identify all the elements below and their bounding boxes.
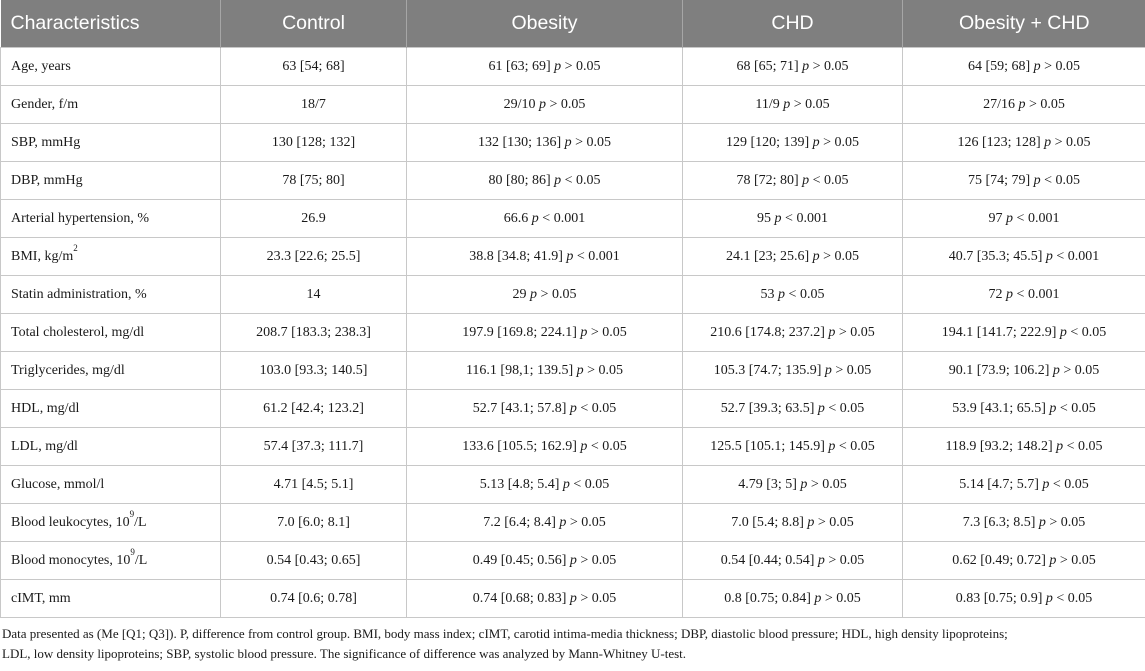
table-cell: 29 p > 0.05 xyxy=(407,276,683,314)
table-cell: 4.79 [3; 5] p > 0.05 xyxy=(683,466,903,504)
row-label: Age, years xyxy=(1,48,221,86)
table-cell: 7.3 [6.3; 8.5] p > 0.05 xyxy=(903,504,1145,542)
table-cell: 14 xyxy=(221,276,407,314)
table-cell: 52.7 [43.1; 57.8] p < 0.05 xyxy=(407,390,683,428)
row-label: cIMT, mm xyxy=(1,580,221,618)
table-cell: 53 p < 0.05 xyxy=(683,276,903,314)
table-cell: 0.49 [0.45; 0.56] p > 0.05 xyxy=(407,542,683,580)
row-label: Arterial hypertension, % xyxy=(1,200,221,238)
header-obesity-chd: Obesity + CHD xyxy=(903,0,1145,48)
table-cell: 27/16 p > 0.05 xyxy=(903,86,1145,124)
table-cell: 132 [130; 136] p > 0.05 xyxy=(407,124,683,162)
table-cell: 0.8 [0.75; 0.84] p > 0.05 xyxy=(683,580,903,618)
table-cell: 75 [74; 79] p < 0.05 xyxy=(903,162,1145,200)
table-cell: 57.4 [37.3; 111.7] xyxy=(221,428,407,466)
table-cell: 0.74 [0.6; 0.78] xyxy=(221,580,407,618)
table-cell: 5.14 [4.7; 5.7] p < 0.05 xyxy=(903,466,1145,504)
header-obesity: Obesity xyxy=(407,0,683,48)
row-label: Triglycerides, mg/dl xyxy=(1,352,221,390)
header-control: Control xyxy=(221,0,407,48)
footnote-line-2: LDL, low density lipoproteins; SBP, systolic blood pressure. The significance of difference was analyzed by Mann-Whitney U-test. xyxy=(2,646,687,661)
row-label: Glucose, mmol/l xyxy=(1,466,221,504)
table-row xyxy=(1,86,1145,124)
table-row xyxy=(1,238,1145,276)
table-cell: 125.5 [105.1; 145.9] p < 0.05 xyxy=(683,428,903,466)
table-cell: 208.7 [183.3; 238.3] xyxy=(221,314,407,352)
table-cell: 133.6 [105.5; 162.9] p < 0.05 xyxy=(407,428,683,466)
row-label: Gender, f/m xyxy=(1,86,221,124)
table-cell: 61 [63; 69] p > 0.05 xyxy=(407,48,683,86)
table-row xyxy=(1,314,1145,352)
table-cell: 197.9 [169.8; 224.1] p > 0.05 xyxy=(407,314,683,352)
table-cell: 7.0 [5.4; 8.8] p > 0.05 xyxy=(683,504,903,542)
table-cell: 0.74 [0.68; 0.83] p > 0.05 xyxy=(407,580,683,618)
table-cell: 118.9 [93.2; 148.2] p < 0.05 xyxy=(903,428,1145,466)
table-cell: 0.62 [0.49; 0.72] p > 0.05 xyxy=(903,542,1145,580)
table-cell: 78 [75; 80] xyxy=(221,162,407,200)
table-cell: 29/10 p > 0.05 xyxy=(407,86,683,124)
header-characteristics: Characteristics xyxy=(1,0,221,48)
table-row xyxy=(1,124,1145,162)
table-cell: 210.6 [174.8; 237.2] p > 0.05 xyxy=(683,314,903,352)
table-cell: 103.0 [93.3; 140.5] xyxy=(221,352,407,390)
table-cell: 0.54 [0.43; 0.65] xyxy=(221,542,407,580)
table-cell: 194.1 [141.7; 222.9] p < 0.05 xyxy=(903,314,1145,352)
table-cell: 52.7 [39.3; 63.5] p < 0.05 xyxy=(683,390,903,428)
header-chd: CHD xyxy=(683,0,903,48)
table-row xyxy=(1,162,1145,200)
row-label: HDL, mg/dl xyxy=(1,390,221,428)
row-label: Blood monocytes, $10^9/L$ xyxy=(1,542,221,580)
table-cell: 129 [120; 139] p > 0.05 xyxy=(683,124,903,162)
table-row xyxy=(1,580,1145,618)
row-label: SBP, mmHg xyxy=(1,124,221,162)
table-cell: 0.83 [0.75; 0.9] p < 0.05 xyxy=(903,580,1145,618)
table-cell: 26.9 xyxy=(221,200,407,238)
table-cell: 116.1 [98,1; 139.5] p > 0.05 xyxy=(407,352,683,390)
table-row xyxy=(1,390,1145,428)
table-cell: 95 p < 0.001 xyxy=(683,200,903,238)
table-cell: 68 [65; 71] p > 0.05 xyxy=(683,48,903,86)
table-cell: 38.8 [34.8; 41.9] p < 0.001 xyxy=(407,238,683,276)
table-row xyxy=(1,48,1145,86)
table-cell: 63 [54; 68] xyxy=(221,48,407,86)
table-cell: 105.3 [74.7; 135.9] p > 0.05 xyxy=(683,352,903,390)
table-cell: 130 [128; 132] xyxy=(221,124,407,162)
row-label: BMI, $kg/m^2$ xyxy=(1,238,221,276)
table-cell: 40.7 [35.3; 45.5] p < 0.001 xyxy=(903,238,1145,276)
table-cell: 7.0 [6.0; 8.1] xyxy=(221,504,407,542)
table-cell: 72 p < 0.001 xyxy=(903,276,1145,314)
row-label: DBP, mmHg xyxy=(1,162,221,200)
table-cell: 90.1 [73.9; 106.2] p > 0.05 xyxy=(903,352,1145,390)
table-cell: 11/9 p > 0.05 xyxy=(683,86,903,124)
table-header-row xyxy=(1,0,1145,48)
table-cell: 126 [123; 128] p > 0.05 xyxy=(903,124,1145,162)
table-row xyxy=(1,276,1145,314)
row-label: Statin administration, % xyxy=(1,276,221,314)
row-label: LDL, mg/dl xyxy=(1,428,221,466)
row-label: Total cholesterol, mg/dl xyxy=(1,314,221,352)
table-cell: 80 [80; 86] p < 0.05 xyxy=(407,162,683,200)
table-row xyxy=(1,466,1145,504)
table-cell: 5.13 [4.8; 5.4] p < 0.05 xyxy=(407,466,683,504)
footnote-line-1: Data presented as (Me [Q1; Q3]). P, difference from control group. BMI, body mass index; cIMT, carotid intima-media thickness; DBP, diastolic blood pressure; HDL, high density lipoproteins; xyxy=(2,626,1008,641)
table-cell: 0.54 [0.44; 0.54] p > 0.05 xyxy=(683,542,903,580)
table-cell: 64 [59; 68] p > 0.05 xyxy=(903,48,1145,86)
table-cell: 4.71 [4.5; 5.1] xyxy=(221,466,407,504)
table-cell: 53.9 [43.1; 65.5] p < 0.05 xyxy=(903,390,1145,428)
table-cell: 61.2 [42.4; 123.2] xyxy=(221,390,407,428)
table-cell: 97 p < 0.001 xyxy=(903,200,1145,238)
table-row xyxy=(1,542,1145,580)
table-cell: 78 [72; 80] p < 0.05 xyxy=(683,162,903,200)
table-cell: 7.2 [6.4; 8.4] p > 0.05 xyxy=(407,504,683,542)
table-row xyxy=(1,352,1145,390)
table-row xyxy=(1,200,1145,238)
row-label: Blood leukocytes, $10^9/L$ xyxy=(1,504,221,542)
table-cell: 66.6 p < 0.001 xyxy=(407,200,683,238)
table-row xyxy=(1,428,1145,466)
table-row xyxy=(1,504,1145,542)
table-footnote xyxy=(2,624,1142,664)
table-cell: 24.1 [23; 25.6] p > 0.05 xyxy=(683,238,903,276)
table-cell: 18/7 xyxy=(221,86,407,124)
table-cell: 23.3 [22.6; 25.5] xyxy=(221,238,407,276)
